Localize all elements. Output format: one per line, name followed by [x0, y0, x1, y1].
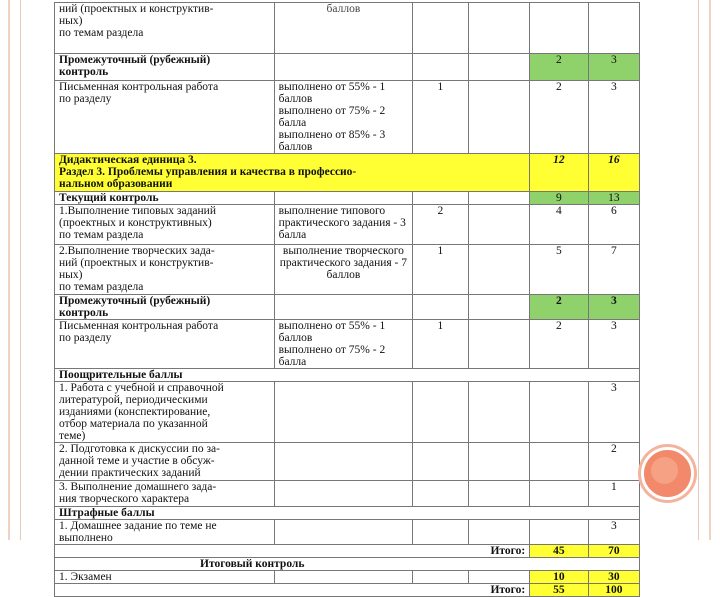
cell-min: 10 [530, 571, 589, 584]
cell-max: 3 [588, 81, 639, 154]
cell-count [413, 3, 468, 54]
cell-criteria: выполнено от 55% - 1 баллов выполнено от 75% - 2 балла выполнено от 85% - 3 баллов [274, 81, 413, 154]
cell-max: 7 [588, 245, 639, 295]
cell-max: 100 [588, 584, 639, 597]
decorative-circle-inner [651, 457, 678, 484]
cell-empty [468, 295, 530, 320]
cell-max [588, 3, 639, 54]
cell-count [413, 382, 468, 443]
cell-max: 3 [588, 520, 639, 545]
table-row [55, 192, 640, 205]
cell-criteria [274, 192, 413, 205]
cell-min: 55 [530, 584, 589, 597]
cell-activity: Текущий контроль [55, 192, 275, 205]
cell-min: 12 [530, 154, 589, 192]
table-row [55, 481, 640, 507]
cell-min: 2 [530, 54, 589, 81]
table-row [55, 81, 640, 154]
cell-empty [468, 571, 530, 584]
cell-max: 3 [588, 295, 639, 320]
cell-empty [468, 320, 530, 369]
cell-max: 6 [588, 205, 639, 245]
cell-activity: Письменная контрольная работа по разделу [55, 320, 275, 369]
cell-empty [468, 481, 530, 507]
cell-empty [468, 443, 530, 481]
cell-min [530, 3, 589, 54]
points-table [54, 2, 640, 597]
table-row [55, 295, 640, 320]
table-row [55, 507, 640, 520]
cell-activity: Промежуточный (рубежный) контроль [55, 295, 275, 320]
cell-section-title: Дидактическая единица 3. Раздел 3. Проблемы управления и качества в профессио- нальном образовании [55, 154, 530, 192]
cell-count [413, 481, 468, 507]
cell-count: 1 [413, 245, 468, 295]
table-row [55, 205, 640, 245]
cell-min: 9 [530, 192, 589, 205]
table-row [55, 3, 640, 54]
cell-activity: 2.Выполнение творческих зада- ний (проектных и конструктив- ных) по темам раздела [55, 245, 275, 295]
cell-min: 2 [530, 295, 589, 320]
cell-count [413, 571, 468, 584]
cell-min: 5 [530, 245, 589, 295]
cell-max: 1 [588, 481, 639, 507]
cell-count [413, 443, 468, 481]
left-frame-border [0, 0, 21, 540]
cell-min [530, 382, 589, 443]
cell-empty [468, 54, 530, 81]
cell-empty [468, 205, 530, 245]
table-row [55, 558, 640, 571]
table-row [55, 382, 640, 443]
cell-section-title: Поощрительные баллы [55, 369, 640, 382]
cell-empty [468, 520, 530, 545]
table-row [55, 520, 640, 545]
cell-max: 16 [588, 154, 639, 192]
cell-max: 30 [588, 571, 639, 584]
cell-max: 3 [588, 54, 639, 81]
table-row [55, 245, 640, 295]
cell-min [530, 520, 589, 545]
cell-empty [468, 192, 530, 205]
cell-count: 2 [413, 205, 468, 245]
cell-activity: 3. Выполнение домашнего зада- ния творческого характера [55, 481, 275, 507]
cell-count [413, 54, 468, 81]
cell-criteria [274, 443, 413, 481]
cell-count: 1 [413, 81, 468, 154]
cell-criteria: баллов [274, 3, 413, 54]
cell-min [530, 481, 589, 507]
cell-criteria: выполнение творческого практического задания - 7 баллов [274, 245, 413, 295]
cell-empty [468, 81, 530, 154]
cell-section-title: Итоговый контроль [55, 558, 640, 571]
cell-empty [468, 245, 530, 295]
cell-activity: Письменная контрольная работа по разделу [55, 81, 275, 154]
cell-max: 3 [588, 382, 639, 443]
cell-count [413, 295, 468, 320]
cell-max: 70 [588, 545, 639, 558]
table-row [55, 571, 640, 584]
left-frame-line [8, 0, 10, 540]
cell-empty [468, 382, 530, 443]
cell-total-label: Итого: [55, 584, 530, 597]
cell-criteria: выполнено от 55% - 1 баллов выполнено от 75% - 2 балла [274, 320, 413, 369]
table-row [55, 320, 640, 369]
cell-max: 13 [588, 192, 639, 205]
table-row [55, 154, 640, 192]
table-row [55, 54, 640, 81]
cell-min: 2 [530, 81, 589, 154]
cell-min: 2 [530, 320, 589, 369]
cell-criteria: выполнение типового практического задания - 3 балла [274, 205, 413, 245]
cell-min [530, 443, 589, 481]
cell-section-title: Штрафные баллы [55, 507, 640, 520]
cell-count: 1 [413, 320, 468, 369]
cell-activity: 1. Домашнее задание по теме не выполнено [55, 520, 275, 545]
table-row [55, 545, 640, 558]
cell-total-label: Итого: [55, 545, 530, 558]
table-row [55, 443, 640, 481]
cell-activity: 1.Выполнение типовых заданий (проектных и конструктивных) по темам раздела [55, 205, 275, 245]
cell-max: 3 [588, 320, 639, 369]
cell-activity: 2. Подготовка к дискуссии по за- данной теме и участие в обсуж- дении практических заданий [55, 443, 275, 481]
cell-count [413, 520, 468, 545]
cell-criteria [274, 382, 413, 443]
cell-max: 2 [588, 443, 639, 481]
cell-activity: 1. Экзамен [55, 571, 275, 584]
cell-count [413, 192, 468, 205]
cell-activity: Промежуточный (рубежный) контроль [55, 54, 275, 81]
cell-criteria [274, 54, 413, 81]
right-frame-line [709, 0, 711, 540]
cell-min: 45 [530, 545, 589, 558]
cell-empty [468, 3, 530, 54]
cell-criteria [274, 520, 413, 545]
cell-activity: 1. Работа с учебной и справочной литературой, периодическими изданиями (конспектирование, отбор материала по указанной теме) [55, 382, 275, 443]
table-row [55, 369, 640, 382]
cell-criteria [274, 481, 413, 507]
cell-activity: ний (проектных и конструктив- ных) по темам раздела [55, 3, 275, 54]
cell-min: 4 [530, 205, 589, 245]
cell-criteria [274, 571, 413, 584]
table-row [55, 584, 640, 597]
cell-criteria [274, 295, 413, 320]
